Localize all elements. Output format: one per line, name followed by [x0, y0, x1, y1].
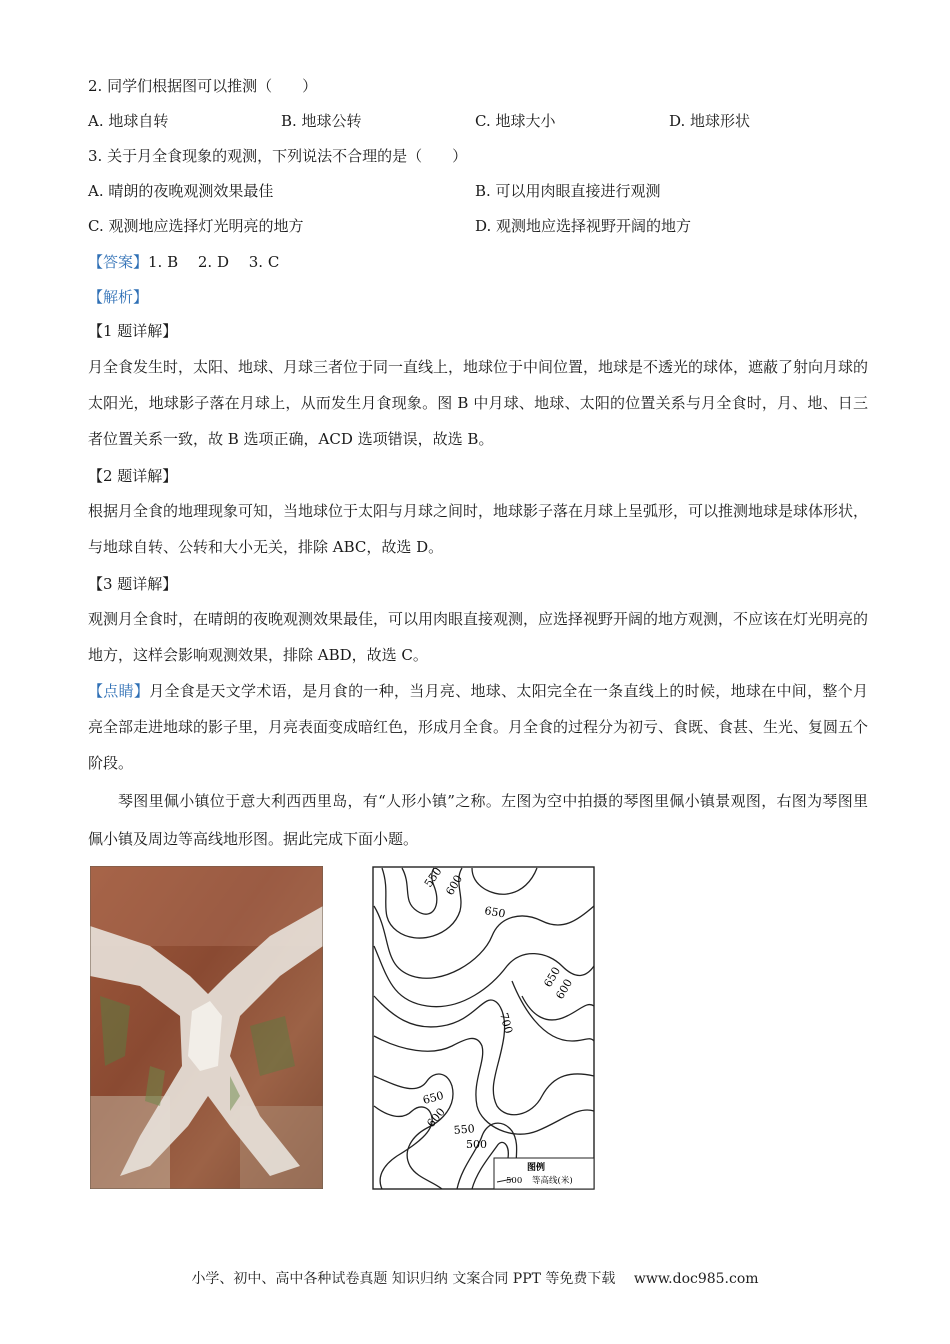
intro-paragraph: 琴图里佩小镇位于意大利西西里岛，有“人形小镇”之称。左图为空中拍摄的琴图里佩小镇景观图，右图为琴图里佩小镇及周边等高线地形图。据此完成下面小题。: [88, 792, 868, 848]
detail-3-title: 【3 题详解】: [88, 575, 178, 593]
q2-option-d: D. 地球形状: [669, 112, 751, 130]
note-block: [88, 673, 868, 781]
q3-option-b: B. 可以用肉眼直接进行观测: [475, 182, 661, 200]
contour-label: 650: [483, 904, 507, 921]
legend-text: 等高线(米): [532, 1176, 573, 1186]
contour-label: 600: [443, 872, 466, 898]
answer-text: 1. B 2. D 3. C: [148, 253, 280, 271]
contour-label: 650: [421, 1088, 446, 1107]
contour-label: 550: [453, 1122, 476, 1137]
map-legend: [494, 1158, 594, 1189]
q3-stem: 3. 关于月全食现象的观测，下列说法不合理的是（ ）: [88, 147, 468, 165]
detail-1-body: 月全食发生时，太阳、地球、月球三者位于同一直线上，地球位于中间位置，地球是不透光的球体，遮蔽了射向月球的太阳光，地球影子落在月球上，从而发生月食现象。图 B 中月球、地球、太阳的位置关系与月全食时，月、地、日三者位置关系一致，故 B 选项正确，ACD 选项错误，故选 B。: [88, 358, 869, 448]
legend-title: 图例: [527, 1163, 546, 1173]
contour-label: 500: [466, 1138, 487, 1151]
legend-value: 500: [506, 1176, 523, 1186]
note-tag: 【点睛】: [88, 682, 150, 700]
detail-1-title: 【1 题详解】: [88, 322, 178, 340]
q2-option-a: A. 地球自转: [88, 112, 169, 130]
contour-label: 550: [421, 866, 445, 890]
answer-line: [88, 252, 279, 272]
contour-label: 700: [497, 1011, 516, 1036]
q2-option-c: C. 地球大小: [475, 112, 556, 130]
q2-option-b: B. 地球公转: [281, 112, 362, 130]
q3-option-d: D. 观测地应选择视野开阔的地方: [475, 217, 692, 235]
note-body: 月全食是天文学术语，是月食的一种，当月亮、地球、太阳完全在一条直线上的时候，地球在中间，整个月亮全部走进地球的影子里，月亮表面变成暗红色，形成月全食。月全食的过程分为初亏、食既、食甚、生光、复圆五个阶段。: [88, 682, 869, 772]
page-footer: 小学、初中、高中各种试卷真题 知识归纳 文案合同 PPT 等免费下载 www.doc985.com: [191, 1271, 759, 1287]
contour-label: 600: [553, 976, 576, 1002]
aerial-town-photo: [90, 866, 323, 1189]
analysis-tag: 【解析】: [88, 288, 149, 306]
contour-label: 650: [541, 964, 564, 990]
detail-2-title: 【2 题详解】: [88, 467, 178, 485]
detail-2-body: 根据月全食的地理现象可知，当地球位于太阳与月球之间时，地球影子落在月球上呈弧形，可以推测地球是球体形状，与地球自转、公转和大小无关，排除 ABC，故选 D。: [88, 502, 869, 556]
detail-3-body: 观测月全食时，在晴朗的夜晚观测效果最佳，可以用肉眼直接观测，应选择视野开阔的地方观测，不应该在灯光明亮的地方，这样会影响观测效果，排除 ABD，故选 C。: [88, 610, 869, 664]
answer-tag: 【答案】: [88, 253, 149, 271]
contour-label: 600: [424, 1105, 448, 1130]
q2-stem: 2. 同学们根据图可以推测（ ）: [88, 77, 318, 95]
q3-option-c: C. 观测地应选择灯光明亮的地方: [88, 217, 304, 235]
q3-option-a: A. 晴朗的夜晚观测效果最佳: [88, 182, 274, 200]
contour-map: [372, 866, 595, 1190]
